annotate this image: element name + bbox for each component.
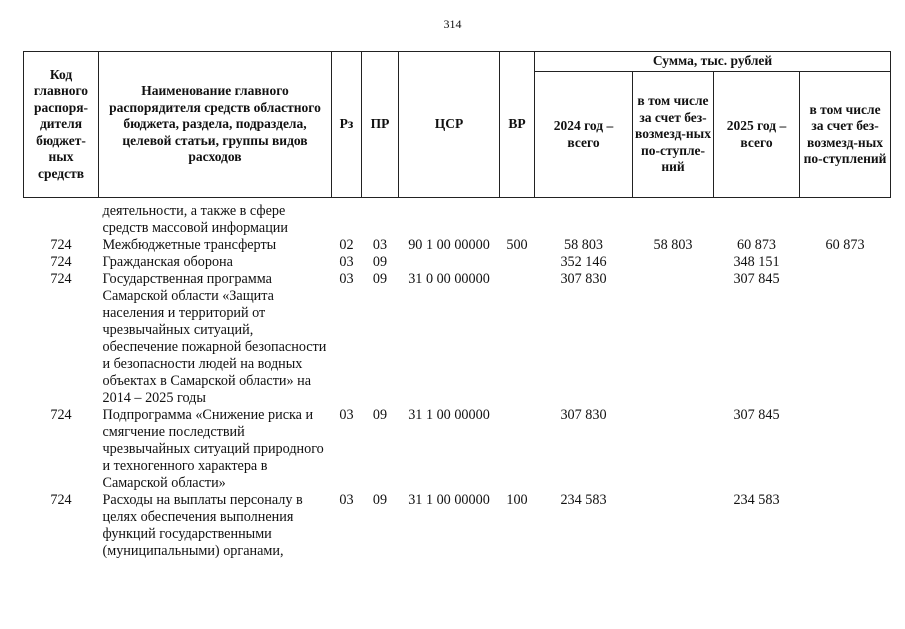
header-2025-total: 2025 год – всего	[714, 72, 800, 198]
cell-2025-total: 307 845	[733, 271, 780, 287]
table-row	[24, 271, 891, 407]
header-2025-grants: в том числе за счет без-возмезд-ных по-ступлений	[800, 72, 891, 198]
cell-csr: 31 0 00 00000	[408, 271, 490, 287]
cell-csr	[399, 198, 500, 238]
cell-name: Государственная программа Самарской области «Защита населения и территорий от чрезвычайных ситуаций, обеспечение пожарной безопасности и безопасности людей на водных объектах в Самарской области» на 2014 – 2025 годы	[102, 271, 327, 406]
cell-pr: 09	[372, 492, 388, 508]
cell-2025-grants	[800, 198, 891, 238]
cell-code: 724	[50, 237, 72, 253]
cell-vr: 500	[506, 237, 528, 253]
cell-2025-grants	[800, 407, 891, 492]
cell-2024-grants	[633, 198, 714, 238]
cell-name: Межбюджетные трансферты	[102, 237, 277, 253]
cell-rz: 03	[339, 271, 354, 287]
cell-name: Подпрограмма «Снижение риска и смягчение последствий чрезвычайных ситуаций природного и техногенного характера в Самарской области»	[102, 407, 324, 491]
table-row	[24, 254, 891, 271]
header-vr: ВР	[500, 52, 535, 198]
cell-vr	[500, 198, 535, 238]
cell-2024-grants	[633, 254, 714, 271]
cell-vr	[500, 254, 535, 271]
table-row	[24, 237, 891, 254]
cell-2025-grants: 60 873	[825, 237, 865, 253]
cell-code	[24, 198, 99, 238]
cell-vr: 100	[506, 492, 528, 508]
cell-vr	[500, 407, 535, 492]
cell-2024-total: 307 830	[560, 271, 607, 287]
header-name: Наименование главного распорядителя средств областного бюджета, раздела, подраздела, целевой статьи, группы видов расходов	[99, 52, 332, 198]
cell-csr: 31 1 00 00000	[408, 407, 490, 423]
cell-pr: 09	[372, 271, 388, 287]
cell-2025-total	[714, 198, 800, 238]
header-2024-grants: в том числе за счет без-возмезд-ных по-ступле-ний	[633, 72, 714, 198]
header-rz: Рз	[332, 52, 362, 198]
cell-pr	[362, 198, 399, 238]
cell-rz: 03	[339, 407, 354, 423]
page-number: 314	[443, 17, 462, 31]
table-row	[24, 407, 891, 492]
cell-csr	[399, 254, 500, 271]
cell-2024-total: 352 146	[560, 254, 607, 270]
cell-2024-grants	[633, 492, 714, 560]
cell-2025-grants	[800, 492, 891, 560]
cell-rz: 03	[339, 492, 354, 508]
cell-csr: 31 1 00 00000	[408, 492, 490, 508]
cell-rz: 03	[339, 254, 354, 270]
cell-2024-total: 307 830	[560, 407, 607, 423]
cell-2024-grants	[633, 271, 714, 407]
cell-csr: 90 1 00 00000	[408, 237, 490, 253]
table-row	[24, 492, 891, 560]
table-row	[24, 198, 891, 238]
cell-rz: 02	[339, 237, 354, 253]
budget-table	[23, 51, 891, 560]
cell-2024-total: 234 583	[560, 492, 607, 508]
cell-name: Расходы на выплаты персоналу в целях обеспечения выполнения функций государственными (муниципальными) органами,	[102, 492, 303, 559]
cell-pr: 09	[372, 254, 388, 270]
cell-pr: 09	[372, 407, 388, 423]
header-pr: ПР	[362, 52, 399, 198]
header-code: Код главного распоря-дителя бюджет-ных средств	[24, 52, 99, 198]
cell-name: Гражданская оборона	[102, 254, 233, 270]
cell-2025-total: 348 151	[733, 254, 780, 270]
cell-rz	[332, 198, 362, 238]
cell-2025-grants	[800, 271, 891, 407]
cell-code: 724	[50, 407, 72, 423]
cell-2025-total: 60 873	[736, 237, 776, 253]
cell-pr: 03	[372, 237, 388, 253]
cell-name: деятельности, а также в сфере средств массовой информации	[102, 203, 288, 236]
cell-2025-total: 234 583	[733, 492, 780, 508]
cell-2024-grants	[633, 407, 714, 492]
cell-code: 724	[50, 271, 72, 287]
cell-code: 724	[50, 492, 72, 508]
cell-vr	[500, 271, 535, 407]
cell-2025-total: 307 845	[733, 407, 780, 423]
header-sum-group: Сумма, тыс. рублей	[535, 52, 891, 72]
cell-2025-grants	[800, 254, 891, 271]
cell-2024-grants: 58 803	[653, 237, 693, 253]
header-csr: ЦСР	[399, 52, 500, 198]
header-2024-total: 2024 год – всего	[535, 72, 633, 198]
cell-2024-total: 58 803	[563, 237, 603, 253]
cell-2024-total	[535, 198, 633, 238]
table-header-row	[24, 52, 891, 72]
cell-code: 724	[50, 254, 72, 270]
